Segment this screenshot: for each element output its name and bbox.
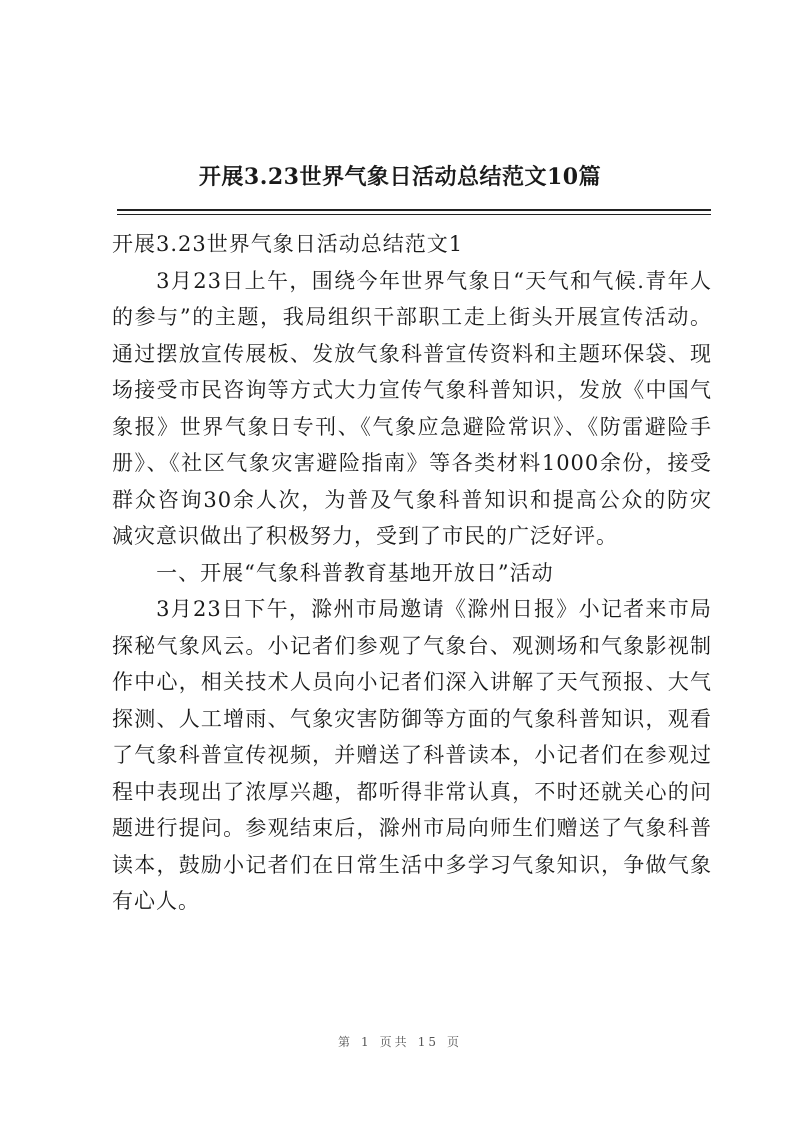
footer-suffix: 页 (446, 1035, 462, 1049)
paragraph-heading: 一、开展“气象科普教育基地开放日”活动 (156, 560, 554, 585)
page-number: 1 (361, 1035, 372, 1049)
title-underline-thick (117, 209, 711, 211)
footer-prefix: 第 (338, 1035, 354, 1049)
title-underline-thin (117, 214, 711, 215)
paragraph: 3月23日上午，围绕今年世界气象日“天气和气候.青年人的参与”的主题，我局组织干部职工走上街头开展宣传活动。通过摆放宣传展板、发放气象科普宣传资料和主题环保袋、现场接受市民咨询等方式大力宣传气象科普知识，发放《中国气象报》世界气象日专刊、《气象应急避险常识》、《防雷避险手册》、《社区气象灾害避险指南》等各类材料1000余份，接受群众咨询30余人次，为普及气象科普知识和提高公众的防灾减灾意识做出了积极努力，受到了市民的广泛好评。 (112, 268, 712, 548)
page-total: 15 (417, 1035, 439, 1049)
paragraph: 3月23日下午，滁州市局邀请《滁州日报》小记者来市局探秘气象风云。小记者们参观了气象台、观测场和气象影视制作中心，相关技术人员向小记者们深入讲解了天气预报、大气探测、人工增雨、气象灾害防御等方面的气象科普知识，观看了气象科普宣传视频，并赠送了科普读本，小记者们在参观过程中表现出了浓厚兴趣，都听得非常认真，不时还就关心的问题进行提问。参观结束后，滁州市局向师生们赠送了气象科普读本，鼓励小记者们在日常生活中多学习气象知识，争做气象有心人。 (112, 597, 712, 913)
document-body (112, 226, 712, 920)
document-title: 开展3.23世界气象日活动总结范文10篇 (198, 164, 602, 190)
page-footer (0, 1033, 800, 1050)
section-heading: 开展3.23世界气象日活动总结范文1 (112, 232, 464, 256)
footer-middle: 页共 (379, 1035, 410, 1049)
